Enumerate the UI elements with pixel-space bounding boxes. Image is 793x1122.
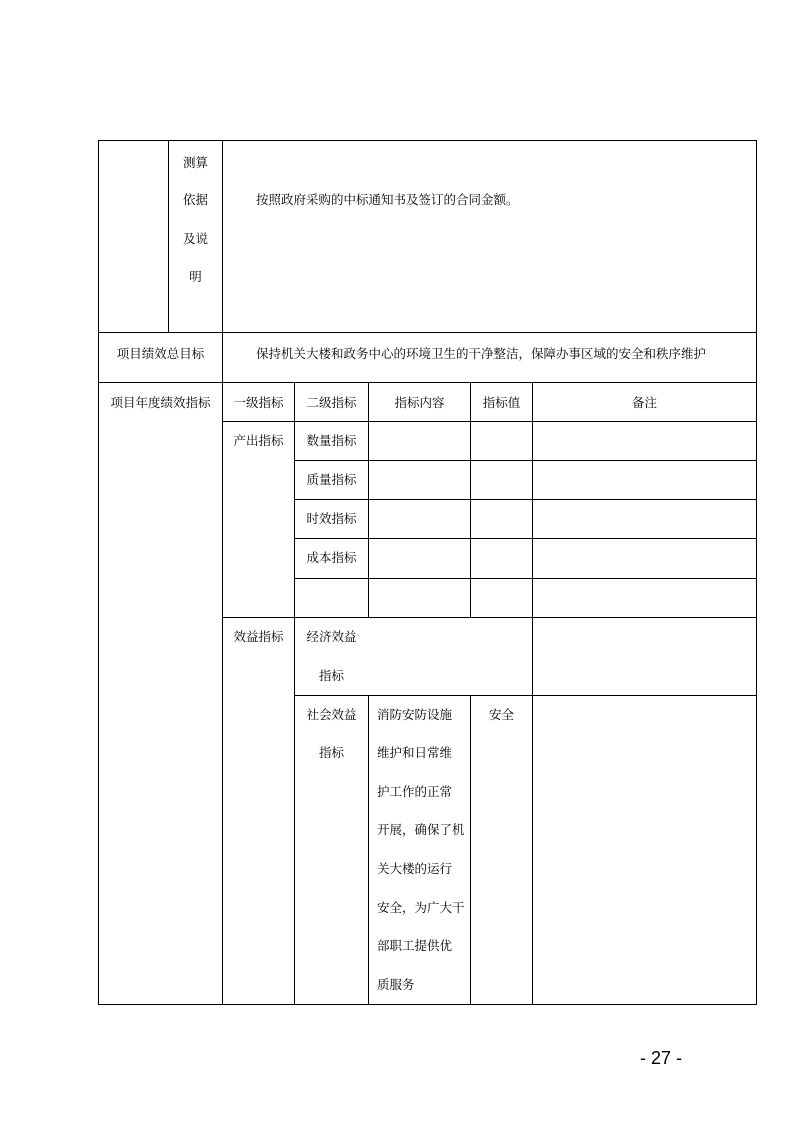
calc-basis-label-line-4: 明: [189, 269, 202, 284]
goal-label: 项目绩效总目标: [116, 346, 205, 361]
social-content-line: 护工作的正常: [377, 784, 453, 799]
social-content-line: 关大楼的运行: [377, 861, 453, 876]
calc-basis-label-line-2: 依据: [182, 192, 208, 207]
output-row-cost: 成本指标: [306, 550, 357, 565]
social-benefit-value: 安全: [488, 707, 514, 722]
social-content-line: 开展，确保了机: [377, 822, 465, 837]
output-row-quality: 质量指标: [306, 472, 357, 487]
calc-basis-label-line-3: 及说: [182, 231, 208, 246]
header-value: 指标值: [482, 395, 521, 410]
social-benefit-line-2: 指标: [318, 745, 344, 760]
header-content: 指标内容: [394, 395, 445, 410]
social-content-line: 安全，为广大干: [377, 900, 465, 915]
economic-benefit-line-1: 经济效益: [306, 629, 357, 644]
output-row-timeliness: 时效指标: [306, 511, 357, 526]
social-content-line: 维护和日常维: [377, 745, 453, 760]
output-row-quantity: 数量指标: [306, 433, 357, 448]
output-indicator-label: 产出指标: [233, 433, 284, 448]
social-benefit-line-1: 社会效益: [306, 707, 357, 722]
goal-text: 保持机关大楼和政务中心的环境卫生的干净整洁，保障办事区域的安全和秩序维护: [256, 346, 707, 361]
calc-basis-text: 按照政府采购的中标通知书及签订的合同金额。: [256, 192, 519, 207]
header-level1: 一级指标: [233, 395, 284, 410]
social-content-line: 质服务: [377, 977, 415, 992]
header-level2: 二级指标: [306, 395, 357, 410]
page-number: - 27 -: [640, 1048, 683, 1068]
social-content-line: 消防安防设施: [377, 707, 453, 722]
benefit-indicator-label: 效益指标: [233, 629, 284, 644]
social-content-line: 部职工提供优: [377, 938, 453, 953]
indicators-label: 项目年度绩效指标: [110, 395, 211, 410]
economic-benefit-line-2: 指标: [318, 668, 344, 683]
calc-basis-label-line-1: 测算: [182, 155, 208, 170]
header-remark: 备注: [631, 395, 657, 410]
